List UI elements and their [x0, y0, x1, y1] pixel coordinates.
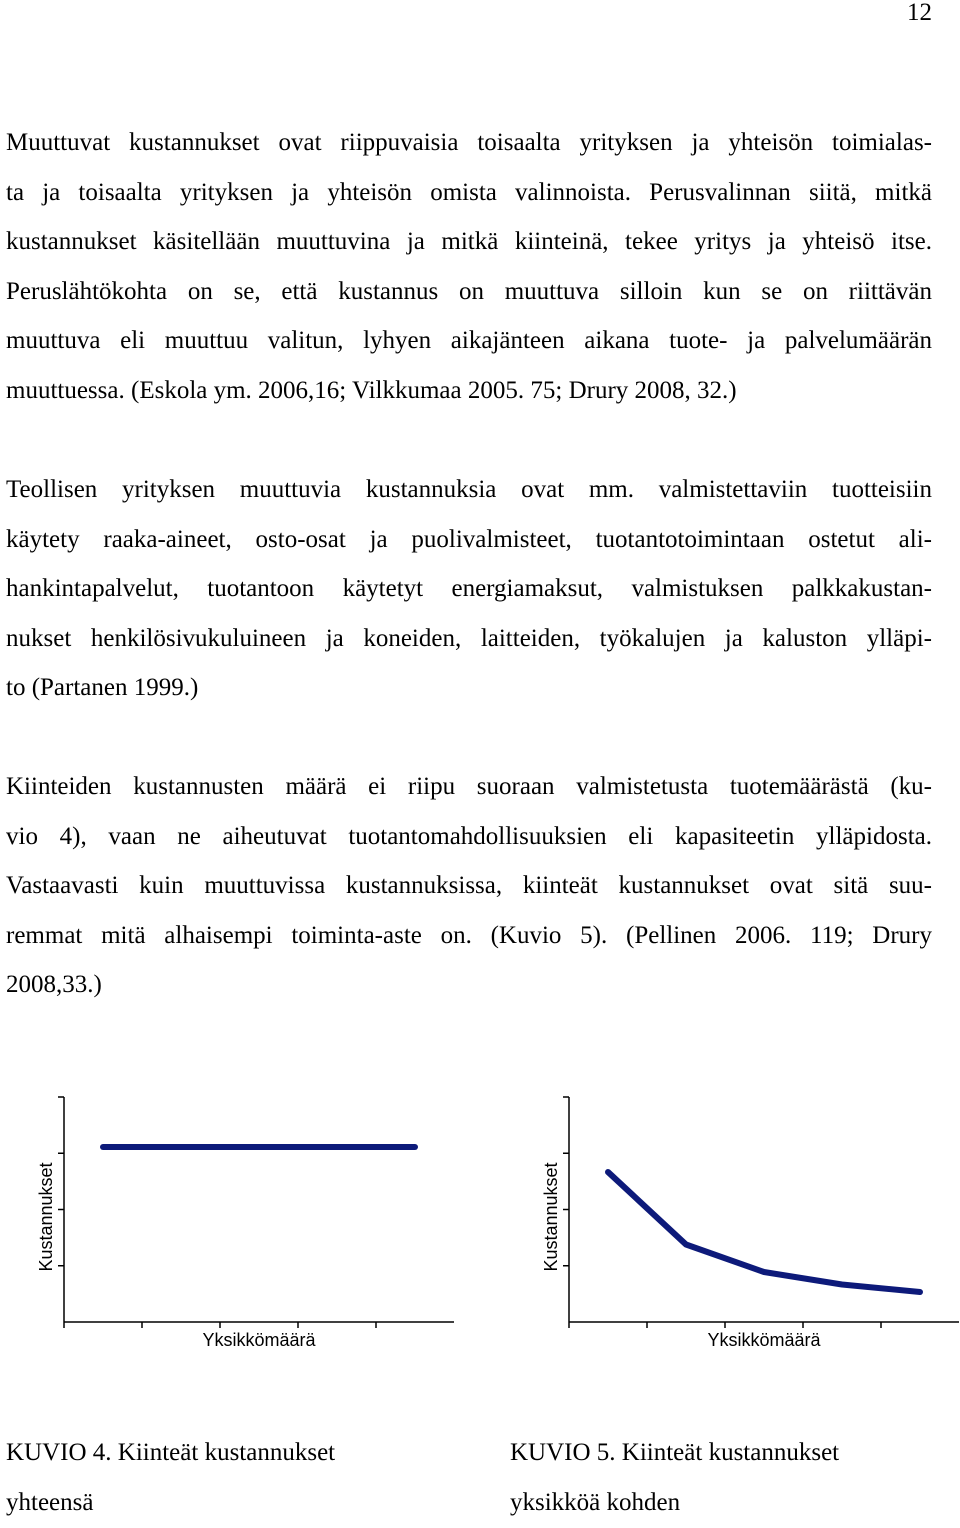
- caption-subtitle: yhteensä: [6, 1489, 94, 1516]
- text-line: ta ja toisaalta yrityksen ja yhteisön omista valinnoista. Perusvalinnan siitä, mitkä: [6, 178, 932, 206]
- text-line: Vastaavasti kuin muuttuvissa kustannuksissa, kiinteät kustannukset ovat sitä suu-: [6, 872, 932, 899]
- paragraph-industrial-variable-costs: [6, 465, 932, 713]
- chart-fixed-costs-per-unit-svg: [535, 1090, 960, 1360]
- text-line: Peruslähtökohta on se, että kustannus on muuttuva silloin kun se on riittävän: [6, 277, 932, 305]
- paragraph-variable-costs: [6, 118, 932, 415]
- text-line: hankintapalvelut, tuotantoon käytetyt energiamaksut, valmistuksen palkkakustan-: [6, 575, 932, 602]
- text-line: käytety raaka-aineet, osto-osat ja puolivalmisteet, tuotantotoimintaan ostetut ali-: [6, 525, 932, 553]
- text-line: muuttuessa. (Eskola ym. 2006,16; Vilkkumaa 2005. 75; Drury 2008, 32.): [6, 376, 737, 404]
- x-axis-label: Yksikkömäärä: [202, 1330, 316, 1350]
- cost-series-line: [608, 1172, 920, 1292]
- chart-fixed-costs-total-svg: [30, 1090, 470, 1360]
- caption-figure-4: [6, 1428, 335, 1528]
- chart-fixed-costs-total: [30, 1090, 470, 1360]
- text-line: 2008,33.): [6, 971, 102, 998]
- text-line: Kiinteiden kustannusten määrä ei riipu suoraan valmistetusta tuotemäärästä (ku-: [6, 773, 932, 800]
- text-line: Muuttuvat kustannukset ovat riippuvaisia toisaalta yrityksen ja yhteisön toimialas-: [6, 129, 932, 156]
- text-line: to (Partanen 1999.): [6, 674, 199, 701]
- caption-title: KUVIO 5. Kiinteät kustannukset: [510, 1439, 840, 1466]
- page-number: 12: [907, 0, 932, 26]
- text-line: Teollisen yrityksen muuttuvia kustannuksia ovat mm. valmistettaviin tuotteisiin: [6, 476, 932, 503]
- text-line: vio 4), vaan ne aiheutuvat tuotantomahdollisuuksien eli kapasiteetin ylläpidosta.: [6, 822, 932, 850]
- text-line: muuttuva eli muuttuu valitun, lyhyen aikajänteen aikana tuote- ja palvelumäärän: [6, 327, 932, 354]
- caption-figure-5: [510, 1428, 839, 1528]
- chart-fixed-costs-per-unit: [535, 1090, 960, 1360]
- text-line: remmat mitä alhaisempi toiminta-aste on. (Kuvio 5). (Pellinen 2006. 119; Drury: [6, 921, 932, 949]
- x-axis-label: Yksikkömäärä: [707, 1330, 821, 1350]
- text-line: kustannukset käsitellään muuttuvina ja mitkä kiinteinä, tekee yritys ja yhteisö itse.: [6, 228, 932, 255]
- text-line: nukset henkilösivukuluineen ja koneiden, laitteiden, työkalujen ja kaluston ylläpi-: [6, 624, 932, 652]
- caption-title: KUVIO 4. Kiinteät kustannukset: [6, 1439, 336, 1466]
- caption-subtitle: yksikköä kohden: [510, 1489, 681, 1516]
- paragraph-fixed-costs: [6, 762, 932, 1010]
- y-axis-label: Kustannukset: [541, 1162, 561, 1272]
- y-axis-label: Kustannukset: [36, 1162, 56, 1272]
